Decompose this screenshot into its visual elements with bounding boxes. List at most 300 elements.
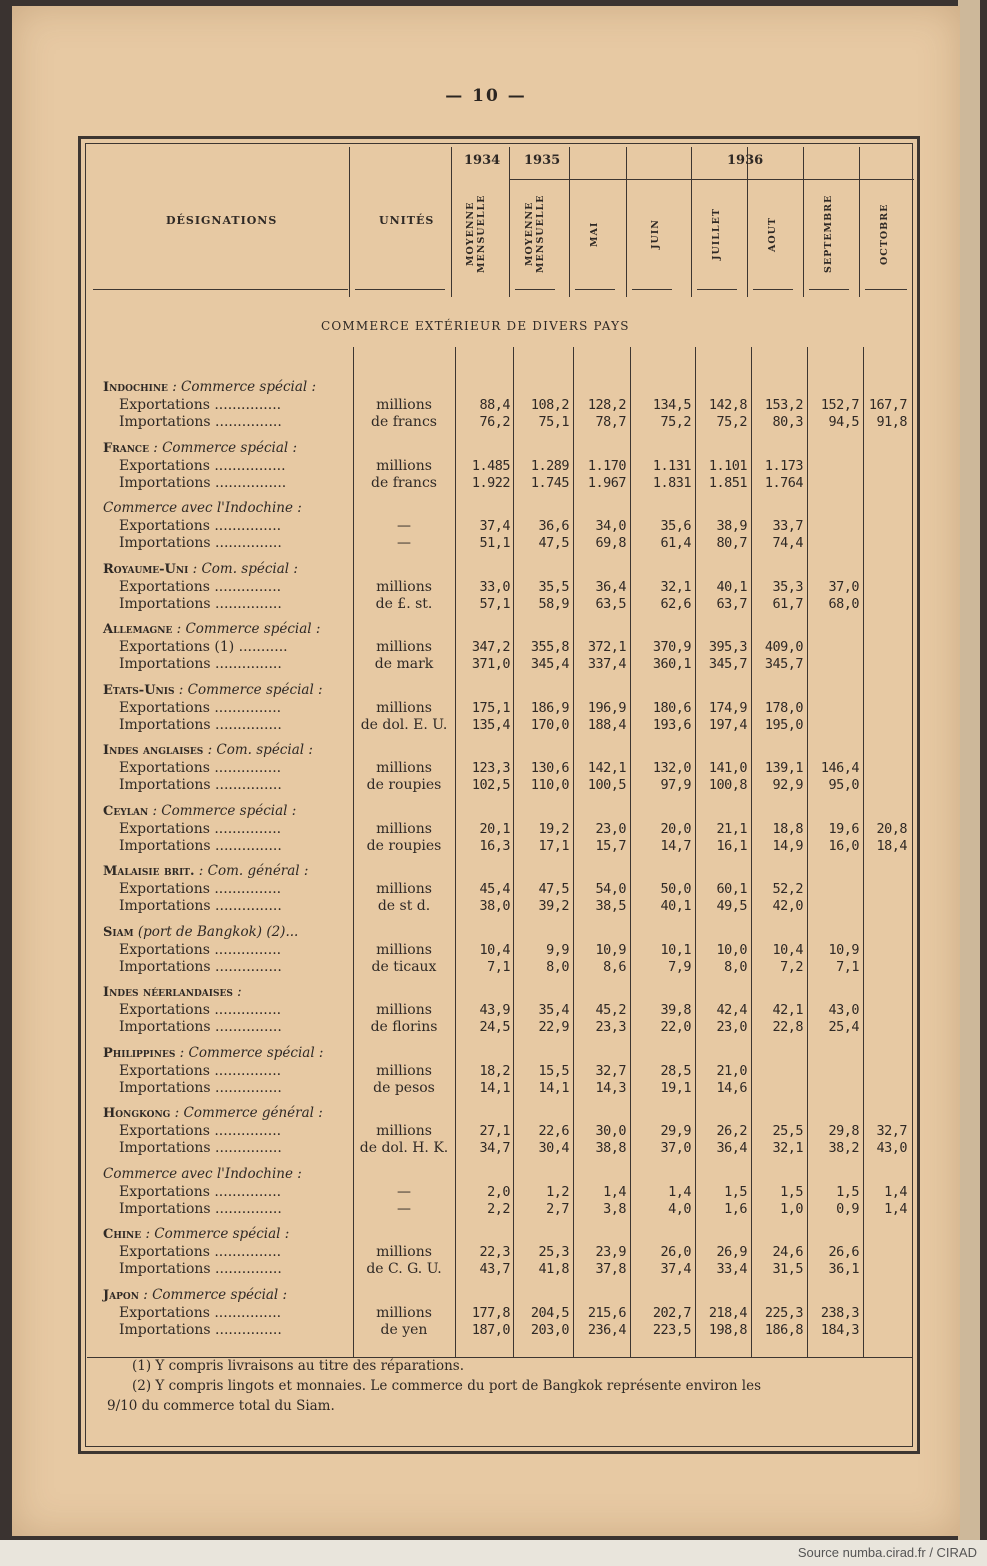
row-label: Importations ...............: [119, 1261, 282, 1277]
unit-line-1: millions: [376, 941, 432, 958]
column-divider-header: [509, 147, 510, 297]
data-cell: 128,2: [587, 397, 626, 413]
data-cell: 196,9: [587, 699, 626, 716]
unit-line-1: millions: [376, 578, 432, 595]
row-label: Exportations ...............: [119, 941, 282, 958]
data-cell: 38,5: [595, 898, 626, 914]
data-cell: 134,5: [652, 397, 691, 413]
row-label: Importations ...............: [119, 595, 282, 612]
data-cell: 170,0: [530, 716, 569, 733]
data-cell: 345,7: [764, 656, 803, 672]
column-header-8: OCTOBRE: [879, 203, 890, 265]
data-cell: 102,5: [471, 777, 510, 793]
data-cell: 100,5: [587, 777, 626, 793]
regime-label: : Commerce spécial :: [138, 1286, 288, 1303]
data-cell: 1.101: [708, 457, 747, 474]
data-cell: 1.289: [530, 457, 569, 474]
data-cell: 16,1: [716, 837, 747, 854]
header-rule-col: [632, 289, 672, 290]
column-header-1: MOYENNE MENSUELLE: [465, 194, 487, 274]
unit-line-2: de francs: [371, 414, 437, 430]
unit-line-1: millions: [376, 820, 432, 837]
year-1935: 1935: [524, 153, 561, 168]
row-label: Importations ...............: [119, 777, 282, 793]
unit-line-1: millions: [376, 1123, 432, 1139]
unit-line-2: de C. G. U.: [366, 1261, 442, 1277]
row-label: Importations ...............: [119, 1140, 282, 1156]
data-cell: 225,3: [764, 1304, 803, 1321]
data-cell: 2,2: [487, 1200, 510, 1217]
data-cell: 26,0: [660, 1244, 691, 1260]
unit-line-1: millions: [376, 397, 432, 413]
data-cell: 21,0: [716, 1062, 747, 1079]
column-divider-header: [691, 147, 692, 297]
data-cell: 30,4: [538, 1140, 569, 1156]
unit-line-1: millions: [376, 881, 432, 897]
unit-line-2: de roupies: [366, 837, 442, 854]
footnote-1: (1) Y compris livraisons au titre des réparations.: [132, 1358, 464, 1374]
country-name: Hongkong: [103, 1106, 171, 1121]
regime-label: (port de Bangkok) (2)...: [133, 923, 299, 940]
regime-label: : Com. général :: [194, 863, 309, 879]
group-title: [103, 682, 323, 698]
data-cell: 80,7: [716, 535, 747, 551]
data-cell: 1,5: [836, 1183, 859, 1200]
data-cell: 45,2: [595, 1002, 626, 1018]
data-cell: 38,0: [479, 898, 510, 914]
data-cell: 76,2: [479, 414, 510, 430]
data-cell: 2,0: [487, 1183, 510, 1200]
data-cell: 142,1: [587, 760, 626, 776]
group-title: [103, 924, 298, 940]
row-label: Exportations ...............: [119, 1002, 282, 1018]
group-title: [103, 1045, 323, 1061]
data-cell: 1.173: [764, 457, 803, 474]
group-title: [103, 1287, 287, 1303]
data-cell: 14,1: [538, 1079, 569, 1096]
data-cell: 91,8: [876, 414, 907, 430]
unit-line-1: millions: [376, 639, 432, 655]
data-cell: 236,4: [587, 1321, 626, 1338]
data-cell: 38,2: [828, 1140, 859, 1156]
data-cell: 1.831: [652, 474, 691, 491]
column-header-5: JUILLET: [711, 208, 722, 260]
data-cell: 0,9: [836, 1200, 859, 1217]
data-cell: 10,9: [595, 941, 626, 958]
data-cell: 42,1: [772, 1002, 803, 1018]
data-cell: 42,0: [772, 898, 803, 914]
header-rule-col: [515, 289, 555, 290]
row-label: Exportations ...............: [119, 1183, 282, 1200]
unit-line-1: millions: [376, 1244, 432, 1260]
data-cell: 94,5: [828, 414, 859, 430]
data-cell: 2,7: [546, 1200, 569, 1217]
data-cell: 24,6: [772, 1244, 803, 1260]
data-cell: 36,1: [828, 1261, 859, 1277]
data-cell: 1.131: [652, 457, 691, 474]
data-cell: 18,8: [772, 820, 803, 837]
row-label: Importations ...............: [119, 716, 282, 733]
country-name: France: [103, 440, 149, 456]
data-cell: 19,2: [538, 820, 569, 837]
data-cell: 100,8: [708, 777, 747, 793]
group-title: [103, 863, 308, 879]
country-name: Chine: [103, 1227, 142, 1242]
data-cell: 188,4: [587, 716, 626, 733]
data-cell: 92,9: [772, 777, 803, 793]
data-cell: 37,4: [479, 518, 510, 534]
year-1936: 1936: [727, 153, 764, 168]
data-cell: 43,7: [479, 1261, 510, 1277]
data-cell: 1,4: [668, 1183, 691, 1200]
data-cell: 1,6: [724, 1200, 747, 1217]
data-cell: 347,2: [471, 639, 510, 655]
data-cell: 10,4: [479, 941, 510, 958]
data-cell: 4,0: [668, 1200, 691, 1217]
footnote-2: (2) Y compris lingots et monnaies. Le commerce du port de Bangkok représente environ les: [132, 1378, 762, 1394]
data-cell: 23,0: [595, 820, 626, 837]
unit-line-2: de £. st.: [375, 595, 433, 612]
data-cell: 110,0: [530, 777, 569, 793]
data-cell: 47,5: [538, 535, 569, 551]
regime-label: : Commerce spécial :: [167, 379, 317, 395]
row-label: Exportations ...............: [119, 518, 282, 534]
data-cell: 52,2: [772, 881, 803, 897]
data-cell: 19,6: [828, 820, 859, 837]
data-cell: 1.967: [587, 474, 626, 491]
row-label: Exportations ...............: [119, 1304, 282, 1321]
row-label: Importations ...............: [119, 1200, 282, 1217]
data-cell: 37,4: [660, 1261, 691, 1277]
data-cell: 31,5: [772, 1261, 803, 1277]
row-label: Exportations ...............: [119, 1062, 282, 1079]
data-cell: 35,5: [538, 578, 569, 595]
row-label: Exportations ...............: [119, 699, 282, 716]
data-cell: 49,5: [716, 898, 747, 914]
group-title: [103, 742, 313, 758]
unit-line-2: —: [397, 1200, 411, 1217]
data-cell: 22,3: [479, 1244, 510, 1260]
row-label: Importations ...............: [119, 958, 282, 975]
data-cell: 238,3: [820, 1304, 859, 1321]
column-header-3: MAI: [589, 221, 600, 247]
data-cell: 62,6: [660, 595, 691, 612]
units-header: UNITÉS: [379, 214, 435, 227]
unit-line-1: —: [397, 518, 411, 534]
row-label: Exportations ...............: [119, 881, 282, 897]
data-cell: 1,4: [603, 1183, 626, 1200]
data-cell: 24,5: [479, 1019, 510, 1035]
unit-line-2: de st d.: [377, 898, 431, 914]
column-header-6: AOUT: [767, 216, 778, 252]
data-cell: 57,1: [479, 595, 510, 612]
row-label: Importations ................: [119, 474, 287, 491]
data-cell: 26,2: [716, 1123, 747, 1139]
data-cell: 186,8: [764, 1321, 803, 1338]
data-cell: 37,8: [595, 1261, 626, 1277]
row-label: Importations ...............: [119, 1079, 282, 1096]
footnote-3: 9/10 du commerce total du Siam.: [107, 1398, 335, 1414]
data-cell: 33,4: [716, 1261, 747, 1277]
data-cell: 15,7: [595, 837, 626, 854]
data-cell: 337,4: [587, 656, 626, 672]
row-label: Importations ...............: [119, 535, 282, 551]
data-cell: 14,7: [660, 837, 691, 854]
group-title: [103, 1166, 302, 1182]
data-cell: 51,1: [479, 535, 510, 551]
data-cell: 360,1: [652, 656, 691, 672]
regime-label: : Commerce spécial :: [172, 621, 321, 637]
row-label: Importations ...............: [119, 1321, 282, 1338]
data-cell: 10,0: [716, 941, 747, 958]
row-label: Exportations (1) ...........: [119, 639, 288, 655]
data-cell: 7,1: [487, 958, 510, 975]
data-cell: 45,4: [479, 881, 510, 897]
regime-label: : Com. spécial :: [188, 560, 298, 577]
data-cell: 97,9: [660, 777, 691, 793]
data-cell: 68,0: [828, 595, 859, 612]
data-cell: 63,7: [716, 595, 747, 612]
data-cell: 22,9: [538, 1019, 569, 1035]
data-cell: 20,0: [660, 820, 691, 837]
data-cell: 25,4: [828, 1019, 859, 1035]
unit-line-2: de dol. E. U.: [360, 716, 448, 733]
data-cell: 32,1: [660, 578, 691, 595]
data-cell: 193,6: [652, 716, 691, 733]
regime-label: Commerce avec l'Indochine :: [103, 1165, 302, 1182]
data-cell: 22,8: [772, 1019, 803, 1035]
data-cell: 50,0: [660, 881, 691, 897]
row-label: Exportations ...............: [119, 820, 282, 837]
data-cell: 167,7: [868, 397, 907, 413]
unit-line-1: millions: [376, 1062, 432, 1079]
row-label: Importations ...............: [119, 414, 282, 430]
data-cell: 25,5: [772, 1123, 803, 1139]
data-cell: 177,8: [471, 1304, 510, 1321]
header-rule-col: [753, 289, 793, 290]
data-cell: 95,0: [828, 777, 859, 793]
data-cell: 33,0: [479, 578, 510, 595]
data-cell: 1.170: [587, 457, 626, 474]
column-divider-header: [626, 147, 627, 297]
data-cell: 43,9: [479, 1002, 510, 1018]
data-cell: 16,3: [479, 837, 510, 854]
data-cell: 43,0: [828, 1002, 859, 1018]
data-cell: 32,7: [595, 1062, 626, 1079]
data-cell: 37,0: [660, 1140, 691, 1156]
data-cell: 8,6: [603, 958, 626, 975]
country-name: Siam: [103, 924, 134, 940]
row-label: Exportations ...............: [119, 760, 282, 776]
data-cell: 395,3: [708, 639, 747, 655]
data-cell: 1,5: [780, 1183, 803, 1200]
data-cell: 15,5: [538, 1062, 569, 1079]
column-header-4: JUIN: [650, 219, 661, 249]
data-cell: 14,1: [479, 1079, 510, 1096]
data-cell: 135,4: [471, 716, 510, 733]
data-cell: 61,7: [772, 595, 803, 612]
data-cell: 58,9: [538, 595, 569, 612]
data-cell: 197,4: [708, 716, 747, 733]
data-cell: 142,8: [708, 397, 747, 413]
row-label: Exportations ...............: [119, 1123, 282, 1139]
data-cell: 19,1: [660, 1079, 691, 1096]
data-cell: 18,2: [479, 1062, 510, 1079]
unit-line-2: de ticaux: [371, 958, 437, 975]
data-cell: 38,9: [716, 518, 747, 534]
unit-line-2: de florins: [370, 1019, 438, 1035]
country-name: Ceylan: [103, 803, 149, 819]
column-header-7: SEPTEMBRE: [823, 194, 834, 274]
unit-line-2: de pesos: [373, 1079, 435, 1096]
data-cell: 26,9: [716, 1244, 747, 1260]
data-cell: 218,4: [708, 1304, 747, 1321]
header-rule-col: [809, 289, 849, 290]
regime-label: : Com. spécial :: [203, 742, 313, 758]
unit-line-1: millions: [376, 1304, 432, 1321]
data-cell: 20,8: [876, 820, 907, 837]
data-cell: 186,9: [530, 699, 569, 716]
data-cell: 26,6: [828, 1244, 859, 1260]
data-cell: 130,6: [530, 760, 569, 776]
regime-label: : Commerce spécial :: [148, 439, 298, 456]
country-name: Indes néerlandaises: [103, 985, 233, 1000]
data-cell: 187,0: [471, 1321, 510, 1338]
data-cell: 23,9: [595, 1244, 626, 1260]
data-cell: 32,7: [876, 1123, 907, 1139]
data-cell: 32,1: [772, 1140, 803, 1156]
regime-label: : Commerce spécial :: [148, 802, 297, 819]
data-cell: 36,4: [595, 578, 626, 595]
data-cell: 35,6: [660, 518, 691, 534]
unit-line-2: de francs: [371, 474, 437, 491]
data-cell: 7,2: [780, 958, 803, 975]
data-cell: 1.745: [530, 474, 569, 491]
country-name: Allemagne: [103, 622, 173, 637]
data-cell: 16,0: [828, 837, 859, 854]
regime-label: : Commerce spécial :: [141, 1226, 290, 1242]
data-cell: 41,8: [538, 1261, 569, 1277]
unit-line-1: millions: [376, 457, 432, 474]
data-cell: 141,0: [708, 760, 747, 776]
data-cell: 1,0: [780, 1200, 803, 1217]
data-cell: 1,5: [724, 1183, 747, 1200]
designations-header: DÉSIGNATIONS: [166, 214, 278, 227]
country-name: Indes anglaises: [103, 743, 204, 758]
data-cell: 34,0: [595, 518, 626, 534]
header-rule-col: [697, 289, 737, 290]
data-cell: 139,1: [764, 760, 803, 776]
year-1934: 1934: [464, 153, 501, 168]
data-cell: 75,2: [716, 414, 747, 430]
column-divider-header: [859, 147, 860, 297]
data-cell: 203,0: [530, 1321, 569, 1338]
data-cell: 345,4: [530, 656, 569, 672]
data-cell: 108,2: [530, 397, 569, 413]
data-cell: 146,4: [820, 760, 859, 776]
data-cell: 33,7: [772, 518, 803, 534]
row-label: Importations ...............: [119, 837, 282, 854]
data-cell: 1.922: [471, 474, 510, 491]
data-cell: 9,9: [546, 941, 569, 958]
data-cell: 61,4: [660, 535, 691, 551]
data-cell: 10,9: [828, 941, 859, 958]
data-cell: 34,7: [479, 1140, 510, 1156]
data-cell: 74,4: [772, 535, 803, 551]
group-title: [103, 561, 298, 577]
country-name: Japon: [103, 1287, 139, 1303]
data-cell: 204,5: [530, 1304, 569, 1321]
data-cell: 47,5: [538, 881, 569, 897]
data-cell: 21,1: [716, 820, 747, 837]
data-cell: 36,6: [538, 518, 569, 534]
data-cell: 39,8: [660, 1002, 691, 1018]
data-cell: 371,0: [471, 656, 510, 672]
country-name: Royaume-Uni: [103, 561, 189, 577]
row-label: Exportations ................: [119, 457, 286, 474]
data-cell: 7,1: [836, 958, 859, 975]
row-label: Exportations ...............: [119, 578, 282, 595]
row-label: Importations ...............: [119, 1019, 282, 1035]
data-cell: 36,4: [716, 1140, 747, 1156]
unit-line-2: de mark: [374, 656, 434, 672]
data-cell: 223,5: [652, 1321, 691, 1338]
data-cell: 123,3: [471, 760, 510, 776]
unit-line-2: de dol. H. K.: [359, 1140, 449, 1156]
header-rule-units: [355, 289, 445, 290]
column-divider-body: [630, 347, 631, 1357]
group-title: [103, 621, 320, 637]
data-cell: 10,4: [772, 941, 803, 958]
data-cell: 25,3: [538, 1244, 569, 1260]
column-divider-header: [803, 147, 804, 297]
column-divider-header: [451, 147, 452, 297]
row-label: Importations ...............: [119, 656, 282, 672]
regime-label: : Commerce général :: [170, 1105, 323, 1121]
data-cell: 60,1: [716, 881, 747, 897]
data-cell: 180,6: [652, 699, 691, 716]
data-cell: 23,3: [595, 1019, 626, 1035]
column-divider-header: [569, 147, 570, 297]
data-cell: 8,0: [546, 958, 569, 975]
data-cell: 1,4: [884, 1200, 907, 1217]
group-title: [103, 379, 316, 395]
data-cell: 29,8: [828, 1123, 859, 1139]
section-title: COMMERCE EXTÉRIEUR DE DIVERS PAYS: [321, 319, 630, 333]
data-cell: 17,1: [538, 837, 569, 854]
country-name: Etats-Unis: [103, 682, 175, 698]
data-cell: 409,0: [764, 639, 803, 655]
data-cell: 88,4: [479, 397, 510, 413]
data-cell: 1.851: [708, 474, 747, 491]
regime-label: : Commerce spécial :: [175, 1044, 324, 1061]
unit-line-2: de roupies: [366, 777, 442, 793]
country-name: Philippines: [103, 1045, 176, 1061]
table-frame: [78, 136, 920, 1454]
data-cell: 1,2: [546, 1183, 569, 1200]
year-underline: [509, 179, 914, 180]
page-number: — 10 —: [445, 86, 527, 106]
data-cell: 370,9: [652, 639, 691, 655]
data-cell: 28,5: [660, 1062, 691, 1079]
header-rule-left: [93, 289, 348, 290]
data-cell: 132,0: [652, 760, 691, 776]
data-cell: 30,0: [595, 1123, 626, 1139]
unit-line-1: millions: [376, 699, 432, 716]
data-cell: 35,4: [538, 1002, 569, 1018]
header-rule-col: [575, 289, 615, 290]
data-cell: 22,0: [660, 1019, 691, 1035]
